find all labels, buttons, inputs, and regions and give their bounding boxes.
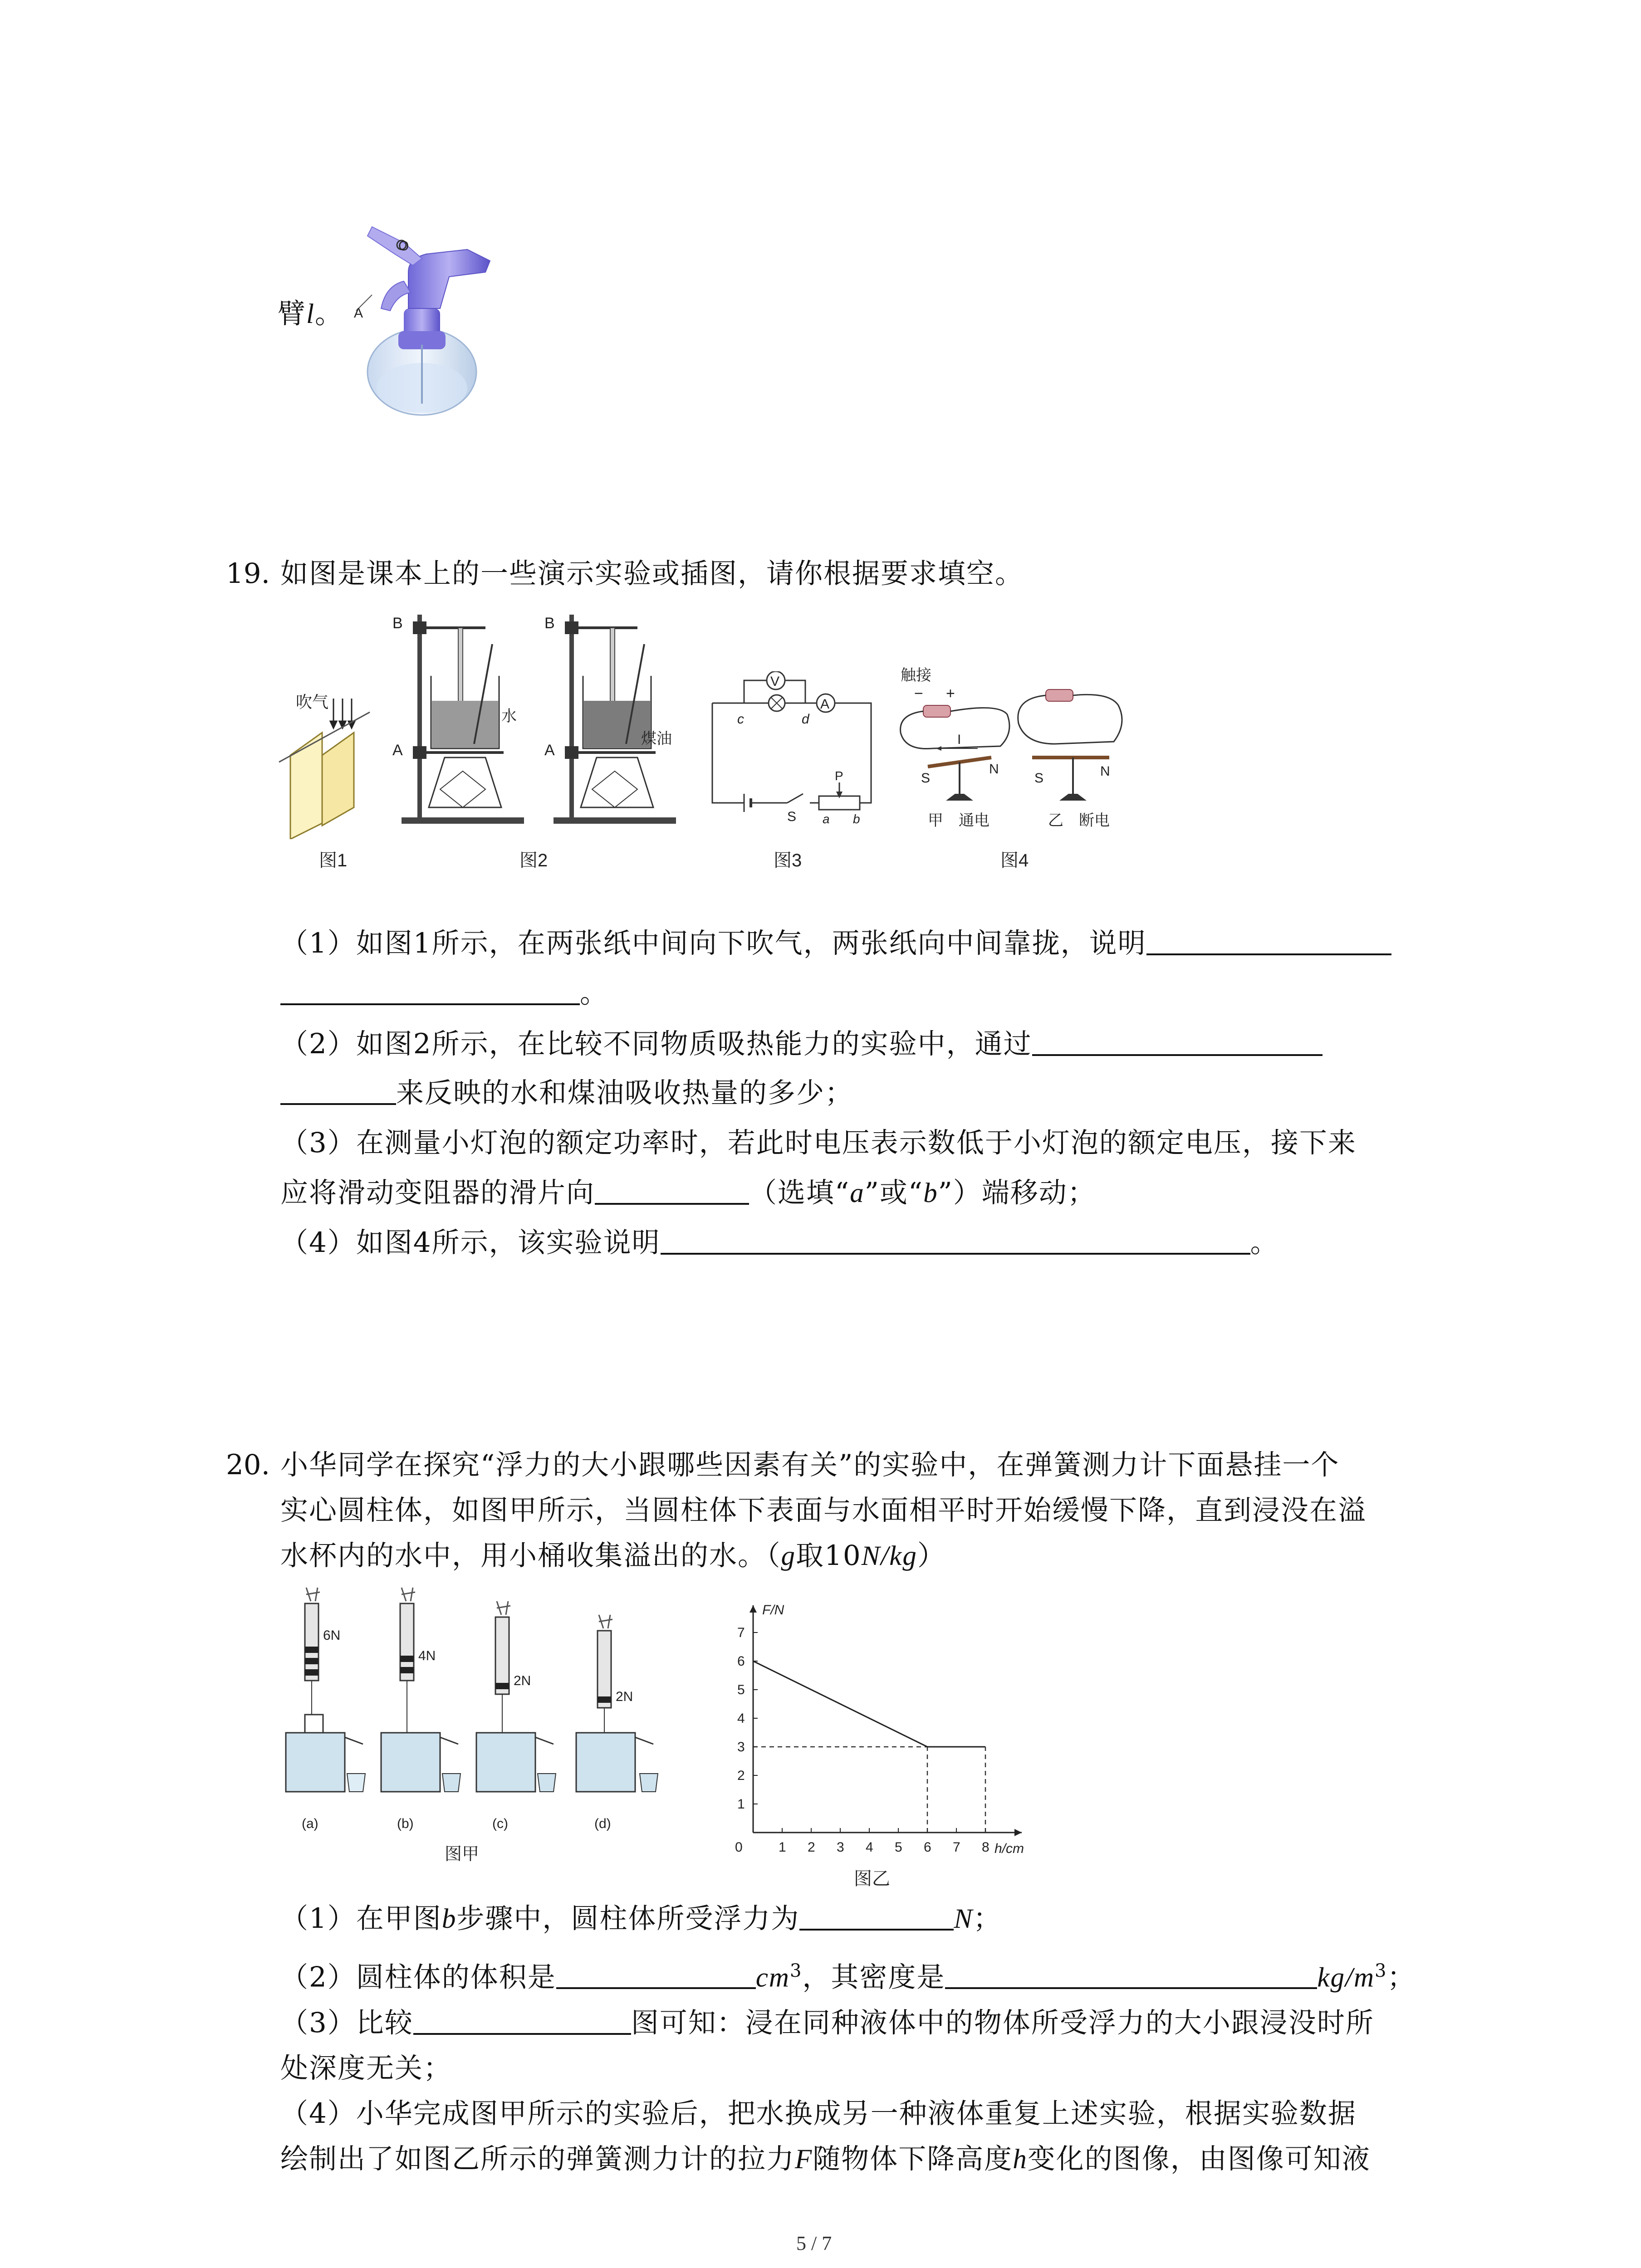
q20-blank-1[interactable] bbox=[799, 1901, 954, 1931]
y-axis-arrow bbox=[749, 1605, 757, 1613]
series-line bbox=[753, 1661, 985, 1747]
q20-p4-line2: 绘制出了如图乙所示的弹簧测力计的拉力F随物体下降高度h变化的图像，由图像可知液 bbox=[280, 2143, 1371, 2175]
svg-text:(c): (c) bbox=[492, 1816, 508, 1831]
q20-p2: （2）圆柱体的体积是 $cm^3$，其密度是 $kg/m^3$； bbox=[280, 1953, 1416, 1996]
setup-c bbox=[476, 1601, 556, 1831]
chart-y-label: F/N bbox=[762, 1603, 784, 1618]
y-tick-label: 6 bbox=[737, 1654, 745, 1669]
q19-p1-line2: 。 bbox=[280, 975, 608, 1012]
svg-text:S: S bbox=[921, 771, 931, 786]
blow-label: 吹气 bbox=[296, 693, 329, 711]
svg-text:B: B bbox=[392, 615, 403, 632]
x-tick-label: 0 bbox=[735, 1840, 743, 1855]
svg-text:水: 水 bbox=[501, 708, 517, 725]
svg-text:b: b bbox=[853, 812, 860, 826]
q19-blank-1[interactable] bbox=[1146, 925, 1391, 955]
fig1-caption: 图1 bbox=[319, 850, 348, 870]
svg-text:+: + bbox=[946, 685, 955, 702]
q19-fig2b bbox=[542, 608, 692, 830]
y-tick-label: 1 bbox=[737, 1797, 745, 1812]
q19-p2-line1: （2）如图2所示，在比较不同物质吸热能力的实验中，通过 bbox=[280, 1026, 1323, 1062]
svg-text:2N: 2N bbox=[616, 1689, 633, 1704]
svg-text:d: d bbox=[802, 712, 809, 727]
q20-blank-3[interactable] bbox=[945, 1959, 1317, 1989]
x-tick-label: 6 bbox=[924, 1840, 931, 1855]
q20-p4-line1: （4）小华完成图甲所示的实验后，把水换成另一种液体重复上述实验，根据实验数据 bbox=[280, 2097, 1357, 2130]
q18-tail-text: 臂l。 bbox=[278, 298, 343, 330]
svg-text:I: I bbox=[957, 732, 961, 747]
q20-number: 20. bbox=[226, 1449, 270, 1481]
y-tick-label: 3 bbox=[737, 1740, 745, 1755]
q19-fig4 bbox=[896, 665, 1132, 832]
x-tick-label: 8 bbox=[982, 1840, 989, 1855]
svg-text:B: B bbox=[544, 615, 555, 632]
svg-text:S: S bbox=[1034, 771, 1044, 786]
q20-stem-line1: 小华同学在探究“浮力的大小跟哪些因素有关”的实验中，在弹簧测力计下面悬挂一个 bbox=[280, 1449, 1340, 1481]
q19-number: 19. bbox=[226, 557, 270, 590]
svg-text:(a): (a) bbox=[302, 1816, 318, 1831]
y-tick-label: 4 bbox=[737, 1711, 745, 1726]
svg-text:4N: 4N bbox=[418, 1648, 436, 1663]
q20-p1: （1）在甲图b步骤中，圆柱体所受浮力为 N； bbox=[280, 1901, 1002, 1937]
svg-text:S: S bbox=[787, 809, 797, 824]
x-tick-label: 5 bbox=[895, 1840, 902, 1855]
svg-text:−: − bbox=[914, 685, 923, 702]
q19-fig3 bbox=[701, 671, 882, 826]
q20-p3-line1: （3）比较 图可知：浸在同种液体中的物体所受浮力的大小跟浸没时所 bbox=[280, 2005, 1374, 2041]
x-axis-arrow bbox=[1014, 1829, 1022, 1836]
q19-blank-2b[interactable] bbox=[280, 1075, 396, 1105]
label-a: A bbox=[354, 306, 363, 321]
page-number: 5 / 7 bbox=[796, 2232, 832, 2254]
chart-x-label: h/cm bbox=[994, 1841, 1024, 1856]
q19-p1-line1: （1）如图1所示，在两张纸中间向下吹气，两张纸向中间靠拢，说明 bbox=[280, 925, 1391, 962]
q20-blank-2[interactable] bbox=[556, 1959, 756, 1989]
q19-blank-2[interactable] bbox=[1032, 1026, 1323, 1056]
svg-text:A: A bbox=[820, 697, 830, 712]
svg-text:乙 断电: 乙 断电 bbox=[1048, 812, 1110, 829]
svg-text:A: A bbox=[392, 742, 403, 759]
q19-p2-line2: 来反映的水和煤油吸收热量的多少； bbox=[280, 1075, 853, 1111]
svg-text:a: a bbox=[823, 812, 830, 826]
q20-fig-yi-chart bbox=[717, 1569, 1089, 1860]
q19-fig2 bbox=[390, 608, 535, 830]
fig3-caption: 图3 bbox=[774, 850, 802, 870]
svg-text:甲 通电: 甲 通电 bbox=[928, 812, 989, 829]
svg-text:2N: 2N bbox=[514, 1673, 531, 1688]
q19-p3-line2: 应将滑动变阻器的滑片向 （选填“a”或“b”）端移动； bbox=[280, 1175, 1096, 1212]
x-tick-label: 3 bbox=[837, 1840, 844, 1855]
svg-text:煤油: 煤油 bbox=[641, 730, 672, 748]
fig-jia-caption: 图甲 bbox=[445, 1845, 480, 1864]
label-o: O bbox=[398, 239, 409, 254]
q19-p3-line1: （3）在测量小灯泡的额定功率时，若此时电压表示数低于小灯泡的额定电压，接下来 bbox=[280, 1127, 1357, 1159]
q20-blank-4[interactable] bbox=[413, 2005, 631, 2035]
x-tick-label: 7 bbox=[953, 1840, 960, 1855]
fig-yi-caption: 图乙 bbox=[854, 1869, 890, 1889]
svg-text:A: A bbox=[544, 742, 555, 759]
y-tick-label: 5 bbox=[737, 1682, 745, 1697]
setup-b bbox=[381, 1588, 460, 1831]
q19-blank-4[interactable] bbox=[661, 1225, 1250, 1255]
fig2-caption: 图2 bbox=[519, 850, 548, 870]
svg-text:N: N bbox=[989, 762, 999, 777]
q19-fig1 bbox=[272, 689, 377, 839]
svg-text:(b): (b) bbox=[397, 1816, 414, 1831]
x-tick-label: 4 bbox=[866, 1840, 873, 1855]
q19-blank-3[interactable] bbox=[595, 1175, 749, 1205]
x-tick-label: 1 bbox=[779, 1840, 786, 1855]
y-tick-label: 2 bbox=[737, 1768, 745, 1783]
spray-bottle-figure bbox=[354, 218, 508, 417]
svg-text:N: N bbox=[1100, 764, 1110, 779]
x-tick-label: 2 bbox=[808, 1840, 815, 1855]
q20-stem-line3: 水杯内的水中，用小桶收集溢出的水。（g取10N/kg） bbox=[280, 1540, 946, 1572]
svg-text:触接: 触接 bbox=[901, 667, 931, 684]
q20-fig-jia bbox=[281, 1583, 699, 1864]
svg-text:(d): (d) bbox=[594, 1816, 611, 1831]
fig4-caption: 图4 bbox=[1000, 850, 1029, 870]
q20-stem-line2: 实心圆柱体，如图甲所示，当圆柱体下表面与水面相平时开始缓慢下降，直到浸没在溢 bbox=[280, 1494, 1367, 1526]
q20-p3-line2: 处深度无关； bbox=[280, 2052, 452, 2084]
svg-text:P: P bbox=[835, 769, 843, 783]
y-tick-label: 7 bbox=[737, 1625, 745, 1640]
svg-text:6N: 6N bbox=[323, 1628, 341, 1643]
svg-text:V: V bbox=[770, 674, 780, 689]
q19-p4-line1: （4）如图4所示，该实验说明 。 bbox=[280, 1225, 1279, 1261]
q19-stem: 如图是课本上的一些演示实验或插图，请你根据要求填空。 bbox=[280, 557, 1024, 590]
q19-blank-1b[interactable] bbox=[280, 975, 580, 1005]
setup-d bbox=[576, 1615, 658, 1831]
svg-text:c: c bbox=[737, 712, 744, 727]
setup-a bbox=[286, 1588, 365, 1831]
